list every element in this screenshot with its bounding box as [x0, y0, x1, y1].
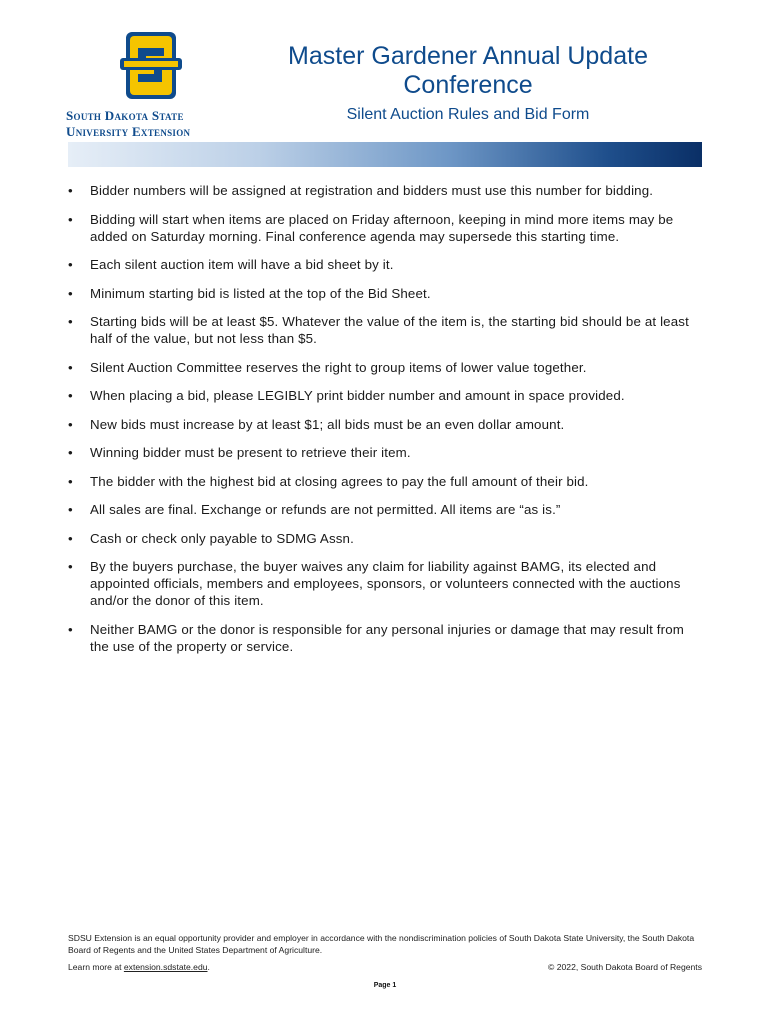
- extension-website-link[interactable]: extension.sdstate.edu: [123, 962, 208, 972]
- rules-list: [68, 182, 700, 666]
- rule-item: [68, 473, 700, 490]
- copyright-notice: © 2022, South Dakota Board of Regents: [548, 962, 702, 972]
- bullet-icon: •: [68, 621, 73, 637]
- rule-item: [68, 444, 700, 461]
- bullet-icon: •: [68, 211, 73, 227]
- learn-more-suffix: .: [207, 962, 210, 972]
- rule-item: [68, 285, 700, 302]
- rule-text: All sales are final. Exchange or refunds are not permitted. All items are “as is.”: [90, 502, 561, 517]
- bullet-icon: •: [68, 314, 73, 329]
- rule-item: [68, 416, 700, 433]
- bullet-icon: •: [68, 445, 73, 460]
- rule-text: By the buyers purchase, the buyer waives any claim for liability against BAMG, its elected and appointed officials, members and employees, sponsors, or volunteers connected with the auctions and/or the donor of this item.: [90, 559, 681, 608]
- rule-item: [68, 501, 700, 518]
- rule-text: Bidding will start when items are placed on Friday afternoon, keeping in mind more items may be added on Saturday morning. Final conference agenda may supersede this starting time.: [90, 211, 674, 244]
- bullet-icon: •: [68, 473, 73, 489]
- bullet-icon: •: [68, 388, 73, 403]
- page-subtitle: Silent Auction Rules and Bid Form: [346, 106, 590, 123]
- bullet-icon: •: [68, 530, 73, 546]
- rule-item: [68, 211, 700, 245]
- rule-item: [68, 530, 700, 547]
- sdsu-jackrabbits-logo-icon: [116, 28, 186, 103]
- page-number: Page 1: [373, 982, 397, 989]
- logo-wordmark: [66, 108, 246, 140]
- sdsu-extension-logo: [66, 28, 246, 143]
- rule-text: Neither BAMG or the donor is responsible for any personal injuries or damage that may result from the use of the property or service.: [90, 621, 684, 654]
- bullet-icon: •: [68, 416, 73, 432]
- bullet-icon: •: [68, 285, 73, 301]
- rule-text: Cash or check only payable to SDMG Assn.: [90, 530, 354, 546]
- rule-text: The bidder with the highest bid at closing agrees to pay the full amount of their bid.: [90, 473, 589, 489]
- bullet-icon: •: [68, 257, 73, 272]
- learn-more-text: [68, 962, 210, 972]
- bullet-icon: •: [68, 559, 73, 574]
- rule-item: [68, 182, 700, 199]
- rule-item: [68, 359, 700, 376]
- rule-item: [68, 313, 700, 347]
- rule-item: [68, 256, 700, 273]
- rule-item: [68, 558, 700, 609]
- rule-text: Minimum starting bid is listed at the top of the Bid Sheet.: [90, 285, 431, 301]
- rule-text: Bidder numbers will be assigned at registration and bidders must use this number for bidding.: [90, 183, 654, 198]
- rule-text: Each silent auction item will have a bid sheet by it.: [90, 257, 394, 272]
- equal-opportunity-note: SDSU Extension is an equal opportunity provider and employer in accordance with the nondiscrimination policies of South Dakota State University, the South Dakota Board of Regents and the United States Department of Agriculture.: [68, 933, 695, 955]
- header-gradient-band: [68, 142, 702, 167]
- bullet-icon: •: [68, 502, 73, 517]
- logo-line-1: South Dakota State: [66, 108, 184, 123]
- rule-text: When placing a bid, please LEGIBLY print bidder number and amount in space provided.: [90, 388, 625, 403]
- bullet-icon: •: [68, 183, 73, 198]
- bullet-icon: •: [68, 359, 73, 375]
- rule-text: Starting bids will be at least $5. Whatever the value of the item is, the starting bid should be at least half of the value, but not less than $5.: [90, 314, 689, 346]
- rule-text: Silent Auction Committee reserves the right to group items of lower value together.: [90, 359, 587, 375]
- learn-more-prefix: Learn more at: [68, 962, 124, 972]
- rule-item: [68, 387, 700, 404]
- logo-line-2: University Extension: [66, 124, 191, 139]
- rule-text: New bids must increase by at least $1; all bids must be an even dollar amount.: [90, 416, 565, 432]
- rule-item: [68, 621, 700, 655]
- page-title: Master Gardener Annual Update Conference: [288, 42, 648, 99]
- rule-text: Winning bidder must be present to retrieve their item.: [90, 445, 411, 460]
